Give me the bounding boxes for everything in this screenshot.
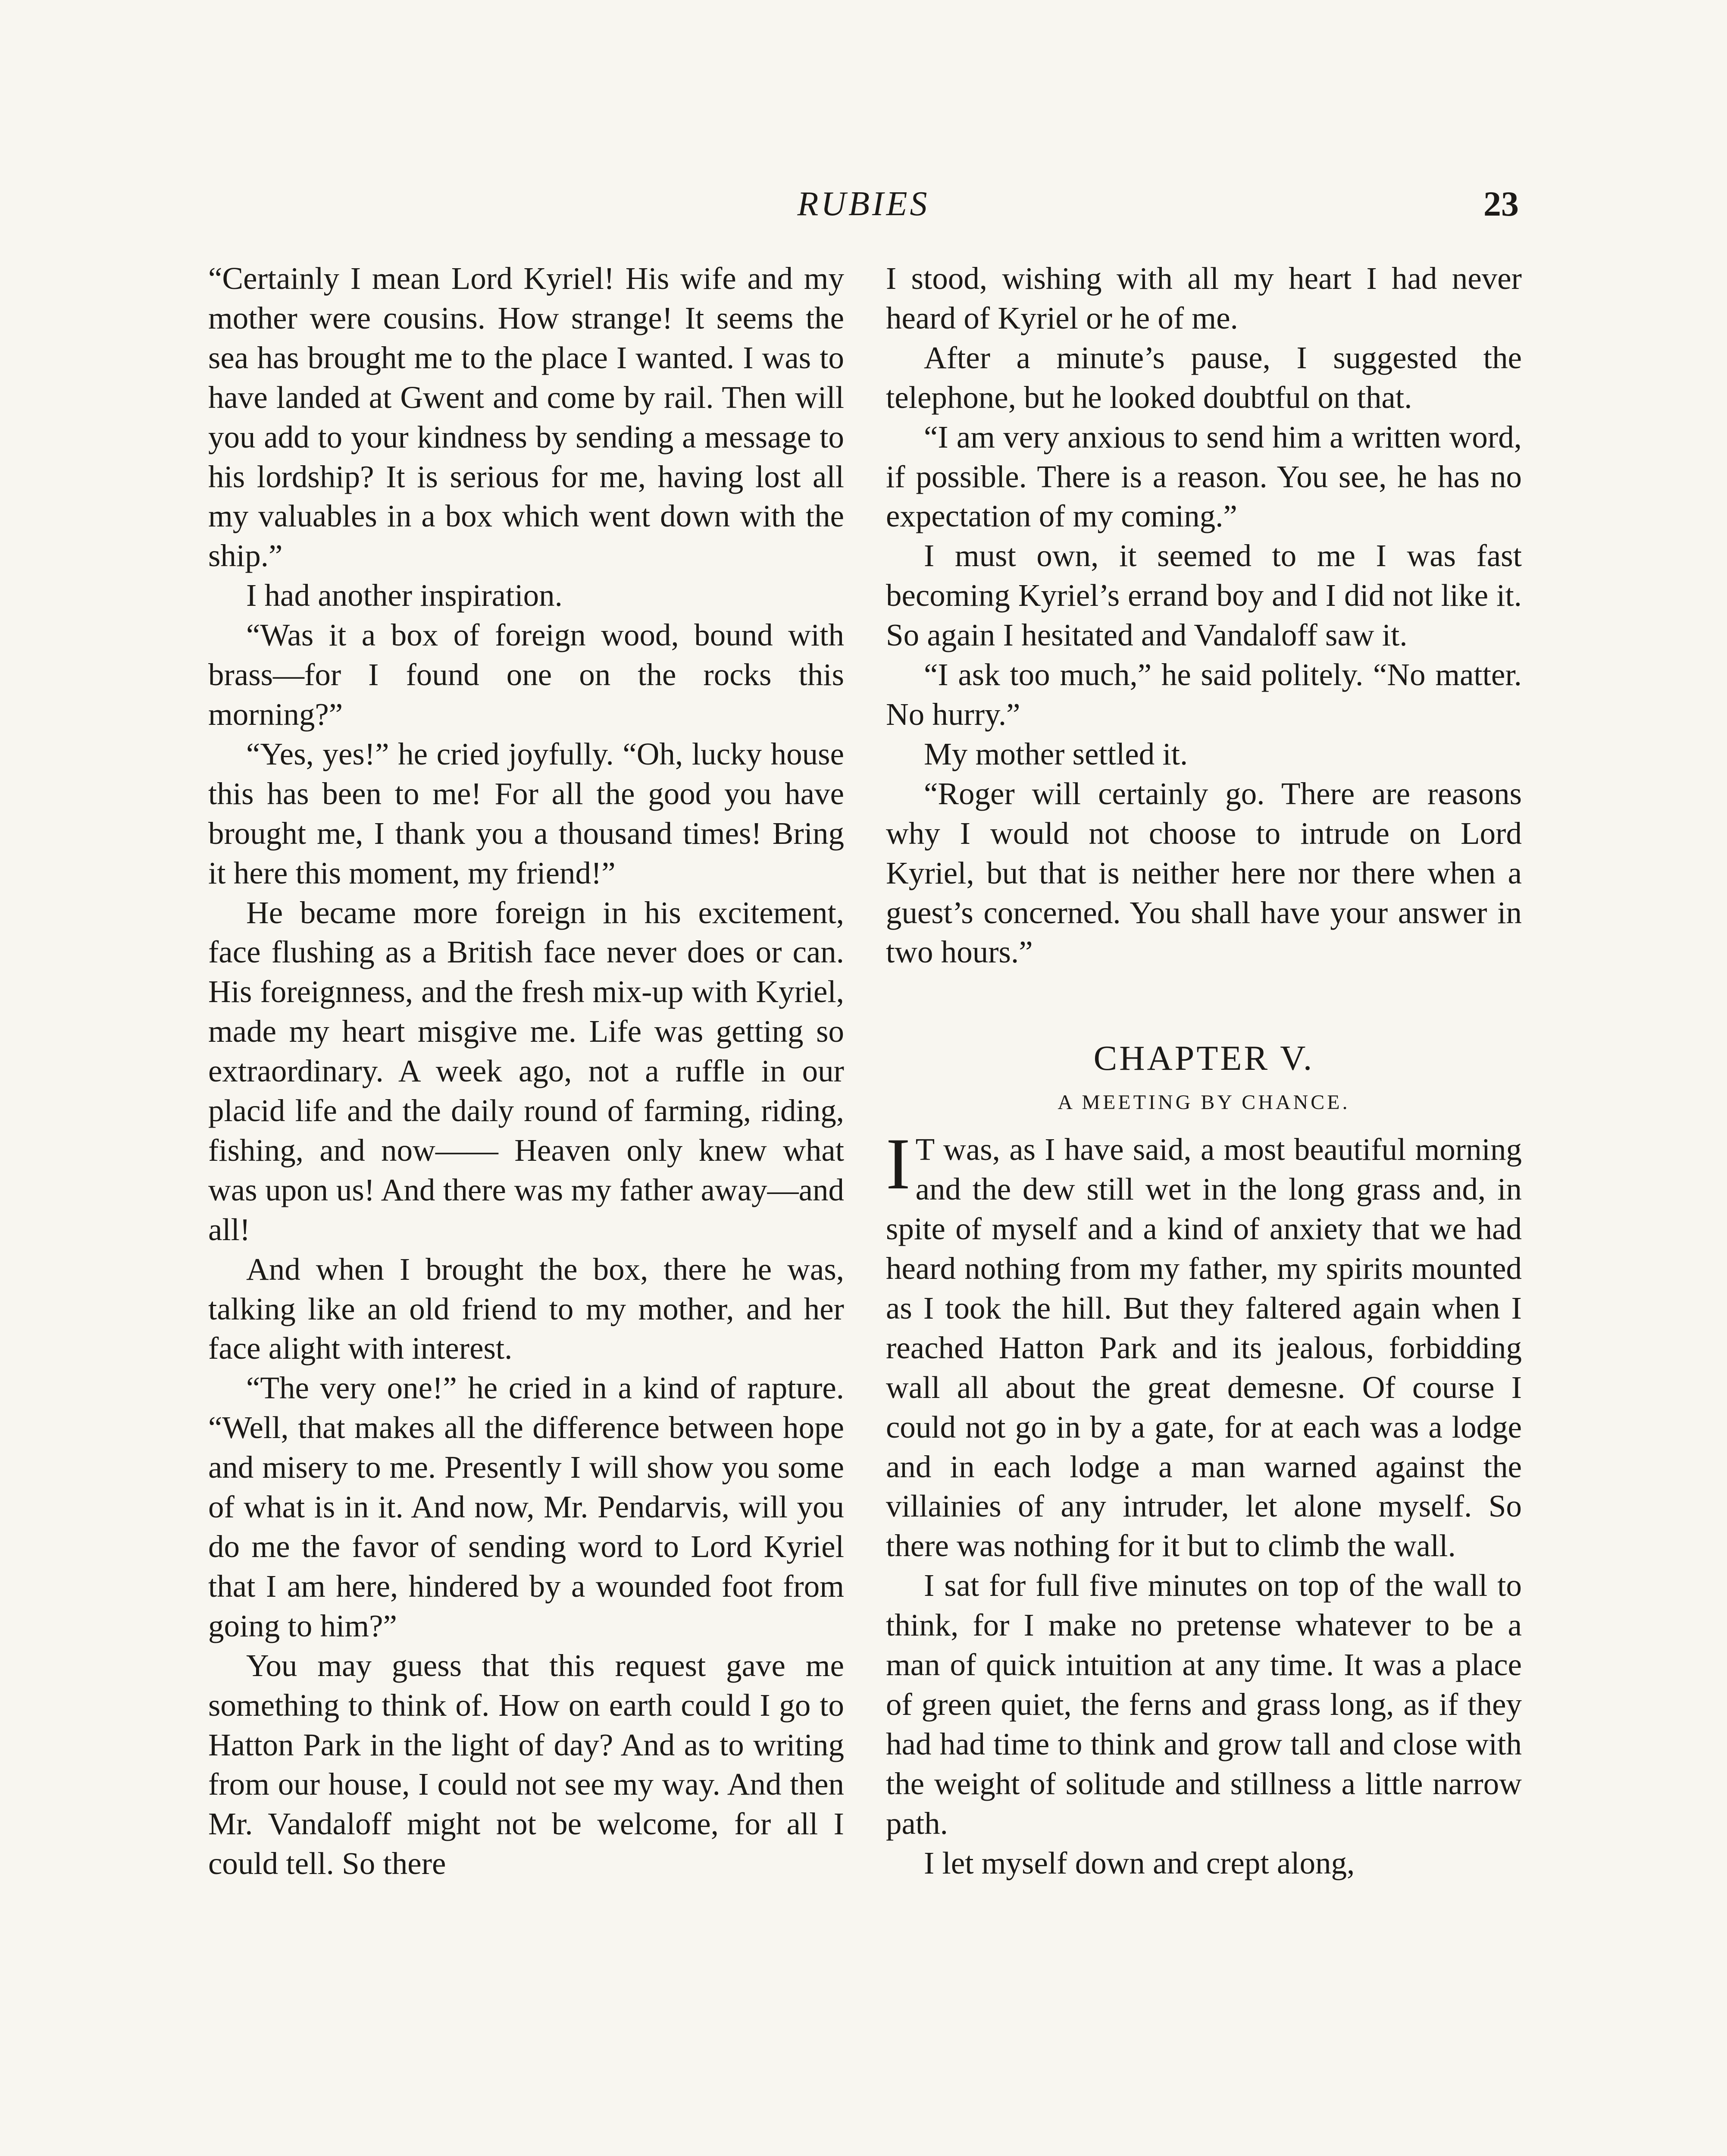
- page-number: 23: [1483, 184, 1519, 223]
- running-head: [208, 180, 1519, 228]
- paragraph: My mother settled it.: [924, 736, 1188, 771]
- right-column: [886, 259, 1522, 1883]
- paragraph: “I ask too much,” he said politely. “No matter. No hurry.”: [886, 657, 1522, 732]
- paragraph: I had another inspiration.: [246, 578, 563, 613]
- paragraph: “Yes, yes!” he cried joyfully. “Oh, lucky house this has been to me! For all the good you have brought me, I thank you a thousand times! Bring it here this moment, my friend!”: [208, 736, 844, 890]
- paragraph: You may guess that this request gave me something to think of. How on earth could I go to Hatton Park in the light of day? And as to writing from our house, I could not see my way. And then Mr. Vandaloff might not be welcome, for all I could tell. So there: [208, 1648, 844, 1881]
- paragraph: “Was it a box of foreign wood, bound with brass—for I found one on the rocks this morning?”: [208, 617, 844, 732]
- paragraph: I must own, it seemed to me I was fast becoming Kyriel’s errand boy and I did not like it. So again I hesitated and Vandaloff saw it.: [886, 538, 1522, 653]
- paragraph: And when I brought the box, there he was, talking like an old friend to my mother, and her face alight with interest.: [208, 1251, 844, 1366]
- chapter-opening-paragraph: [886, 1123, 1522, 1566]
- paragraph: He became more foreign in his excitement, face flushing as a British face never does or can. His foreignness, and the fresh mix-up with Kyriel, made my heart misgive me. Life was getting so extraordinary. A week ago, not a ruffle in our placid life and the daily round of farming, riding, fishing, and now—— Heaven only knew what was upon us! And there was my father away—and all!: [208, 895, 844, 1247]
- chapter-subtitle: A MEETING BY CHANCE.: [1057, 1091, 1350, 1114]
- running-title: RUBIES: [797, 185, 930, 223]
- left-column: [208, 259, 844, 1883]
- paragraph: I sat for full five minutes on top of the wall to think, for I make no pretense whatever to be a man of quick intuition at any time. It was a place of green quiet, the ferns and grass long, as if they had had time to think and grow tall and close with the weight of solitude and stillness a little narrow path.: [886, 1568, 1522, 1841]
- paragraph: “The very one!” he cried in a kind of rapture. “Well, that makes all the difference between hope and misery to me. Presently I will show you some of what is in it. And now, Mr. Pendarvis, will you do me the favor of sending word to Lord Kyriel that I am here, hindered by a wounded foot from going to him?”: [208, 1370, 844, 1643]
- paragraph: “Certainly I mean Lord Kyriel! His wife and my mother were cousins. How strange! It seems the sea has brought me to the place I wanted. I was to have landed at Gwent and come by rail. Then will you add to your kindness by sending a message to his lordship? It is serious for me, having lost all my valuables in a box which went down with the ship.”: [208, 261, 844, 573]
- paragraph: “Roger will certainly go. There are reasons why I would not choose to intrude on Lord Kyriel, but that is neither here nor there when a guest’s concerned. You shall have your answer in two hours.”: [886, 776, 1522, 970]
- paragraph: After a minute’s pause, I suggested the telephone, but he looked doubtful on that.: [886, 340, 1522, 415]
- opening-text: T was, as I have said, a most beautiful morning and the dew still wet in the long grass and, in spite of myself and a kind of anxiety that we had heard nothing from my father, my spirits mounted as I took the hill. But they faltered again when I reached Hatton Park and its jealous, forbidding wall all about the great demesne. Of course I could not go in by a gate, for at each was a lodge and in each lodge a man warned against the villainies of any intruder, let alone myself. So there was nothing for it but to climb the wall.: [886, 1132, 1522, 1564]
- paragraph: “I am very anxious to send him a written word, if possible. There is a reason. You see, he has no expectation of my coming.”: [886, 419, 1522, 534]
- paragraph: I let myself down and crept along,: [924, 1845, 1355, 1880]
- chapter-title: CHAPTER V.: [1093, 1038, 1314, 1078]
- paragraph: I stood, wishing with all my heart I had never heard of Kyriel or he of me.: [886, 261, 1522, 335]
- drop-cap: I: [886, 1123, 910, 1205]
